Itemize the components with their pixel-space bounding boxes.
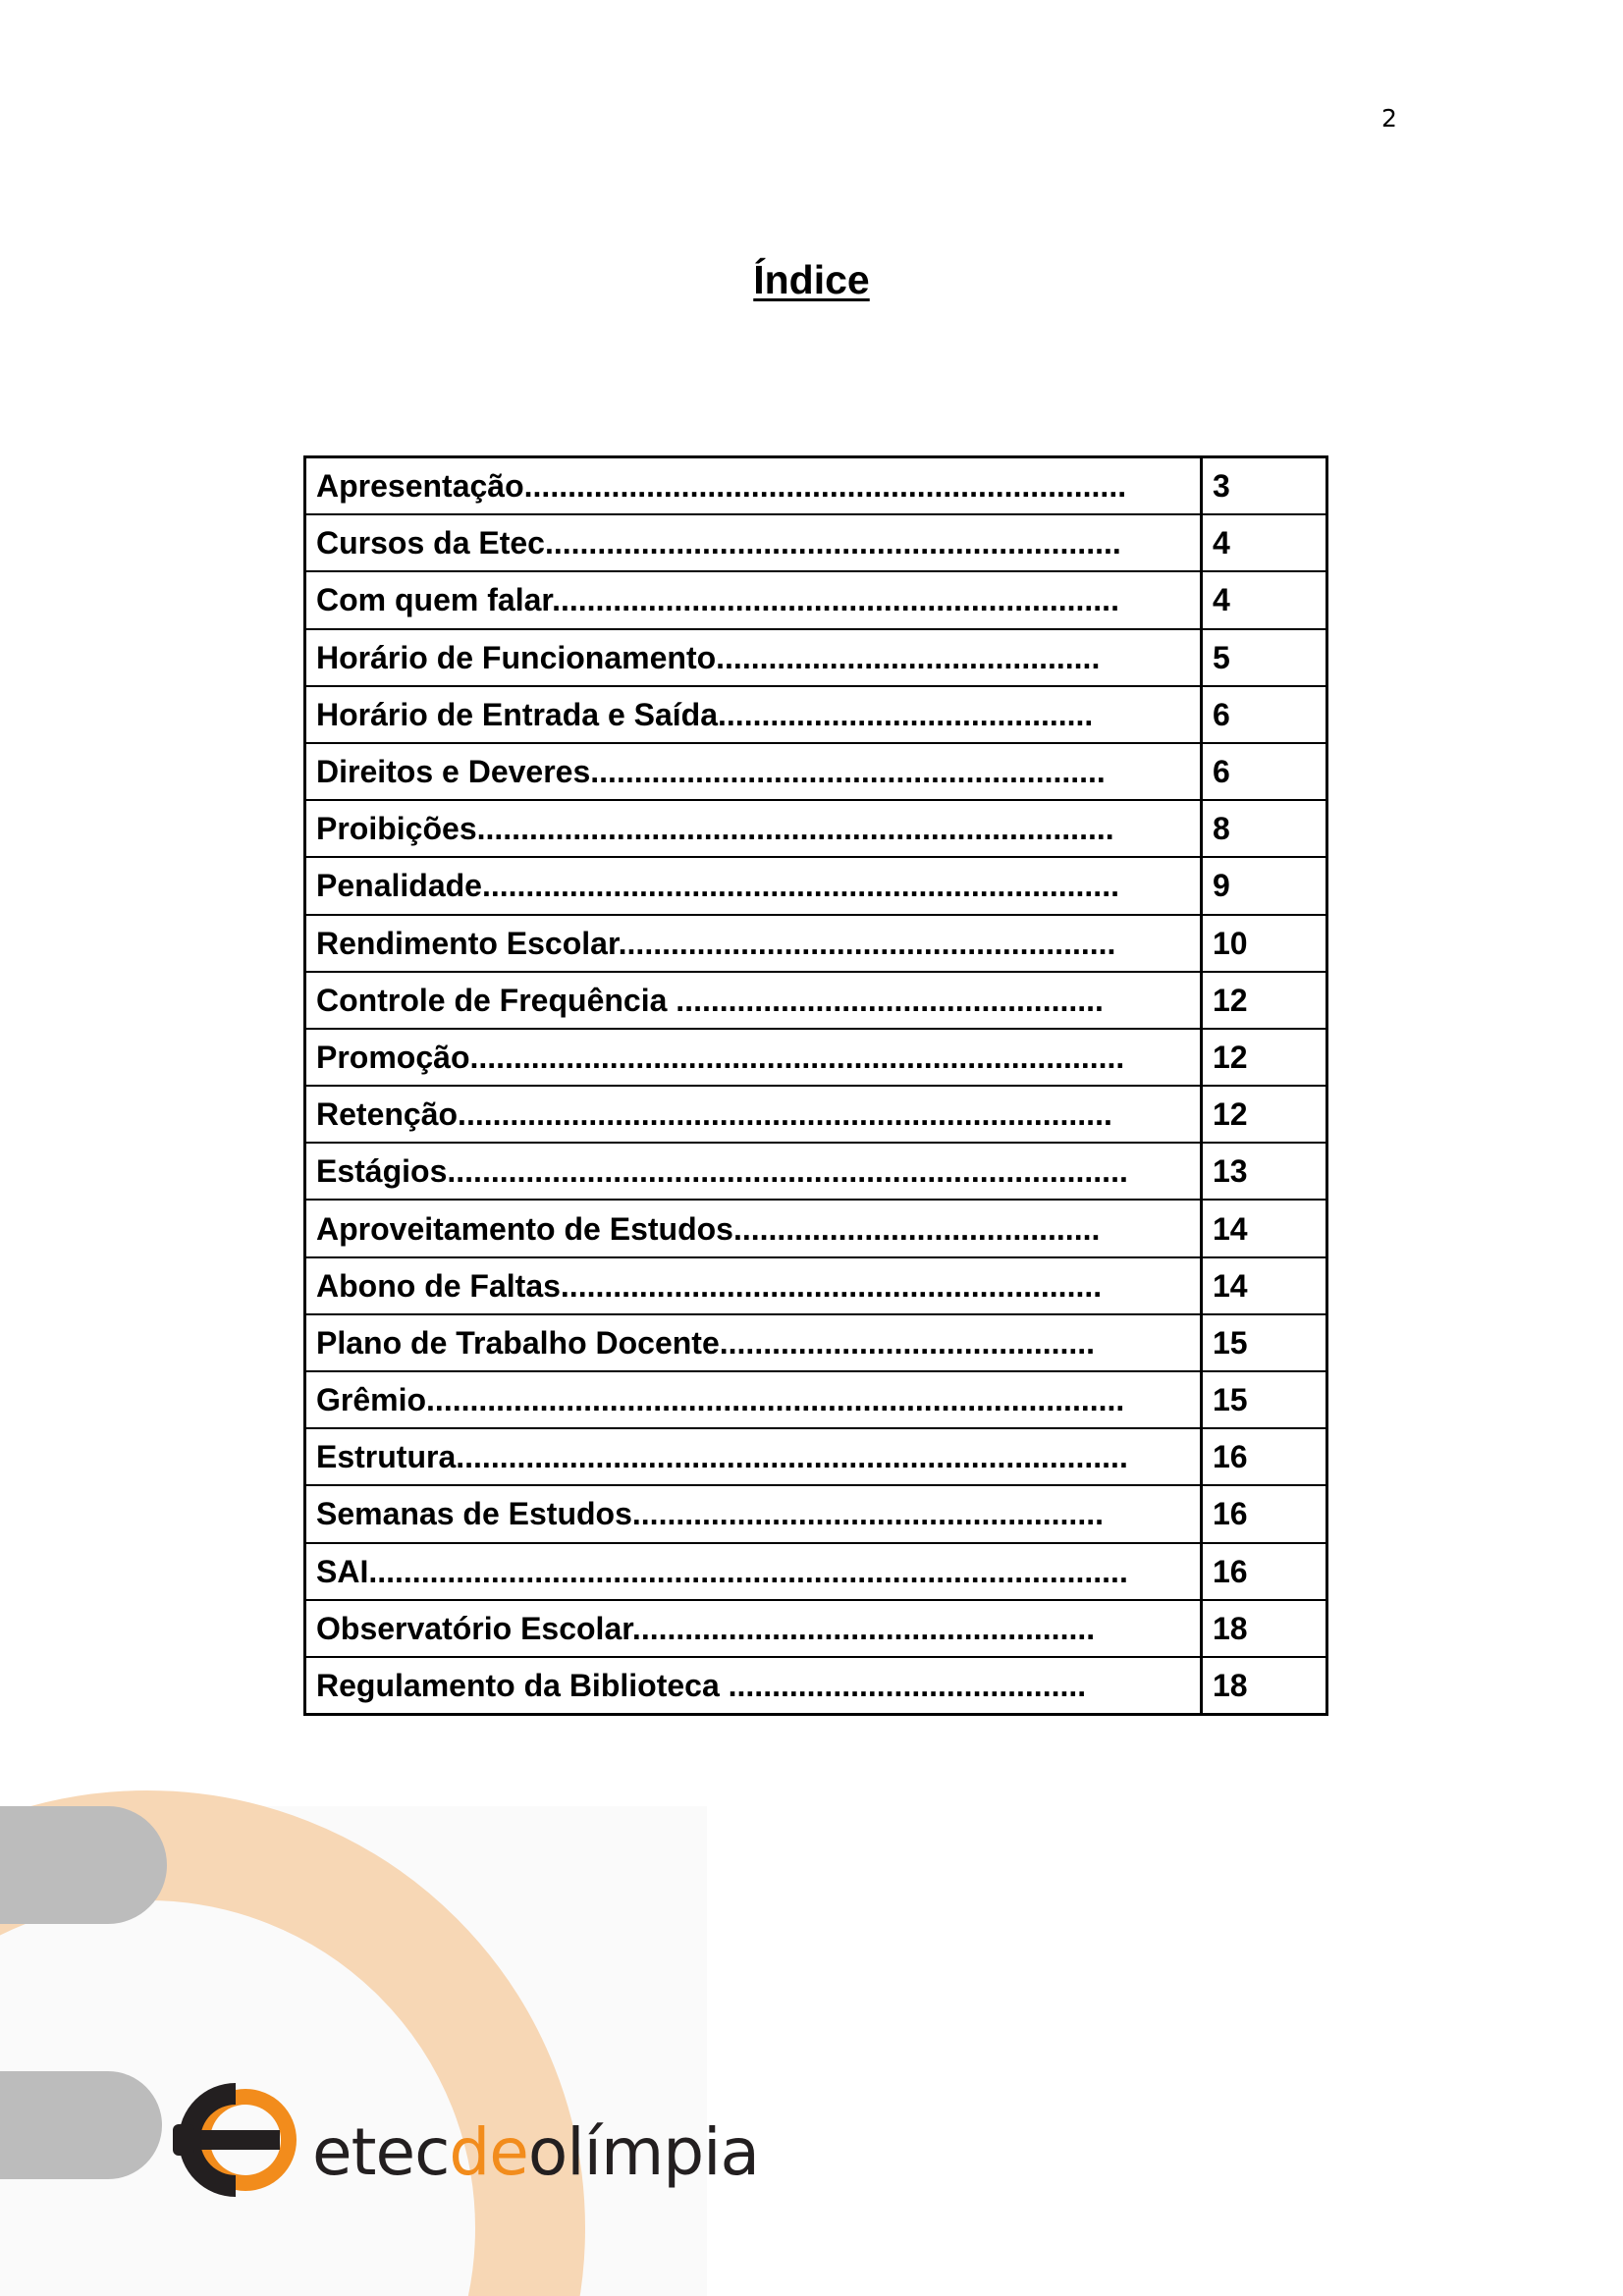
- toc-row: [305, 972, 1327, 1029]
- toc-topic: Estrutura.............................................................................: [305, 1428, 1202, 1485]
- footer-logo-graphic: [0, 1806, 759, 2296]
- toc-page-number: 5: [1202, 629, 1327, 686]
- toc-page-number: 16: [1202, 1428, 1327, 1485]
- toc-topic: Grêmio................................................................................: [305, 1371, 1202, 1428]
- toc-row: [305, 1543, 1327, 1600]
- toc-page-number: 8: [1202, 800, 1327, 857]
- logo-text-accent: de: [449, 2114, 528, 2190]
- toc-row: [305, 800, 1327, 857]
- toc-page-number: 4: [1202, 514, 1327, 571]
- toc-row: [305, 857, 1327, 914]
- toc-page-number: 6: [1202, 686, 1327, 743]
- toc-row: [305, 1371, 1327, 1428]
- toc-page-number: 12: [1202, 1029, 1327, 1086]
- toc-page-number: 12: [1202, 972, 1327, 1029]
- toc-page-number: 6: [1202, 743, 1327, 800]
- toc-page-number: 10: [1202, 915, 1327, 972]
- gray-bar-bottom: [0, 2071, 162, 2179]
- toc-row: [305, 915, 1327, 972]
- toc-row: [305, 743, 1327, 800]
- toc-row: [305, 1200, 1327, 1256]
- toc-topic: Com quem falar.................................................................: [305, 571, 1202, 628]
- toc-page-number: 14: [1202, 1257, 1327, 1314]
- toc-row: [305, 1314, 1327, 1371]
- toc-row: [305, 629, 1327, 686]
- table-of-contents: [303, 455, 1328, 1716]
- toc-page-number: 18: [1213, 1668, 1248, 1704]
- toc-page-number: 15: [1202, 1371, 1327, 1428]
- toc-row: [305, 1657, 1327, 1715]
- toc-topic: Controle de Frequência .................................................: [305, 972, 1202, 1029]
- toc-row: [305, 1485, 1327, 1542]
- toc-topic: Plano de Trabalho Docente...........................................: [305, 1314, 1202, 1371]
- toc-page-number: 9: [1202, 857, 1327, 914]
- toc-page-number: 15: [1202, 1314, 1327, 1371]
- toc-topic: Observatório Escolar.....................................................: [305, 1600, 1202, 1657]
- gray-bar-top: [0, 1806, 167, 1924]
- toc-row: [305, 1428, 1327, 1485]
- toc-row: [305, 1257, 1327, 1314]
- toc-topic: Retenção...........................................................................: [305, 1086, 1202, 1143]
- toc-row: [305, 1086, 1327, 1143]
- toc-topic: Estágios..............................................................................: [305, 1143, 1202, 1200]
- toc-topic: Aproveitamento de Estudos..........................................: [305, 1200, 1202, 1256]
- toc-page-number: 16: [1202, 1485, 1327, 1542]
- toc-row: [305, 686, 1327, 743]
- toc-row: [305, 571, 1327, 628]
- toc-topic: Proibições.........................................................................: [305, 800, 1202, 857]
- toc-row: [305, 514, 1327, 571]
- toc-topic: Horário de Funcionamento............................................: [305, 629, 1202, 686]
- etec-emblem-icon: [173, 2083, 297, 2197]
- logo-wordmark: [312, 2114, 759, 2190]
- toc-topic: Cursos da Etec..................................................................: [305, 514, 1202, 571]
- toc-topic: Promoção...........................................................................: [305, 1029, 1202, 1086]
- toc-topic: Penalidade.........................................................................: [305, 857, 1202, 914]
- logo-text-prefix: etec: [312, 2114, 450, 2190]
- toc-row: [305, 1143, 1327, 1200]
- toc-page-number: 16: [1202, 1543, 1327, 1600]
- toc-page-number: 18: [1202, 1600, 1327, 1657]
- toc-topic: Regulamento da Biblioteca .........................................: [305, 1657, 1202, 1715]
- toc-row: [305, 1600, 1327, 1657]
- page-title: Índice: [753, 257, 870, 302]
- toc-body: [305, 457, 1327, 1715]
- toc-row: [305, 457, 1327, 515]
- toc-topic: Rendimento Escolar.........................................................: [305, 915, 1202, 972]
- toc-topic: Horário de Entrada e Saída...........................................: [305, 686, 1202, 743]
- page-number: 2: [1381, 104, 1397, 133]
- toc-page-number: 12: [1202, 1086, 1327, 1143]
- toc-page-number: 14: [1202, 1200, 1327, 1256]
- toc-topic: Apresentação.....................................................................: [305, 457, 1202, 515]
- logo-text-suffix: olímpia: [527, 2114, 759, 2190]
- toc-page-number: 3: [1202, 457, 1327, 515]
- toc-page-number: 13: [1202, 1143, 1327, 1200]
- toc-topic: SAI.......................................................................................: [305, 1543, 1202, 1600]
- toc-page-number: 4: [1202, 571, 1327, 628]
- toc-topic: Semanas de Estudos......................................................: [305, 1485, 1202, 1542]
- toc-row: [305, 1029, 1327, 1086]
- toc-topic: Abono de Faltas..............................................................: [305, 1257, 1202, 1314]
- logo-decoration: [0, 1806, 707, 2296]
- toc-topic: Direitos e Deveres...........................................................: [305, 743, 1202, 800]
